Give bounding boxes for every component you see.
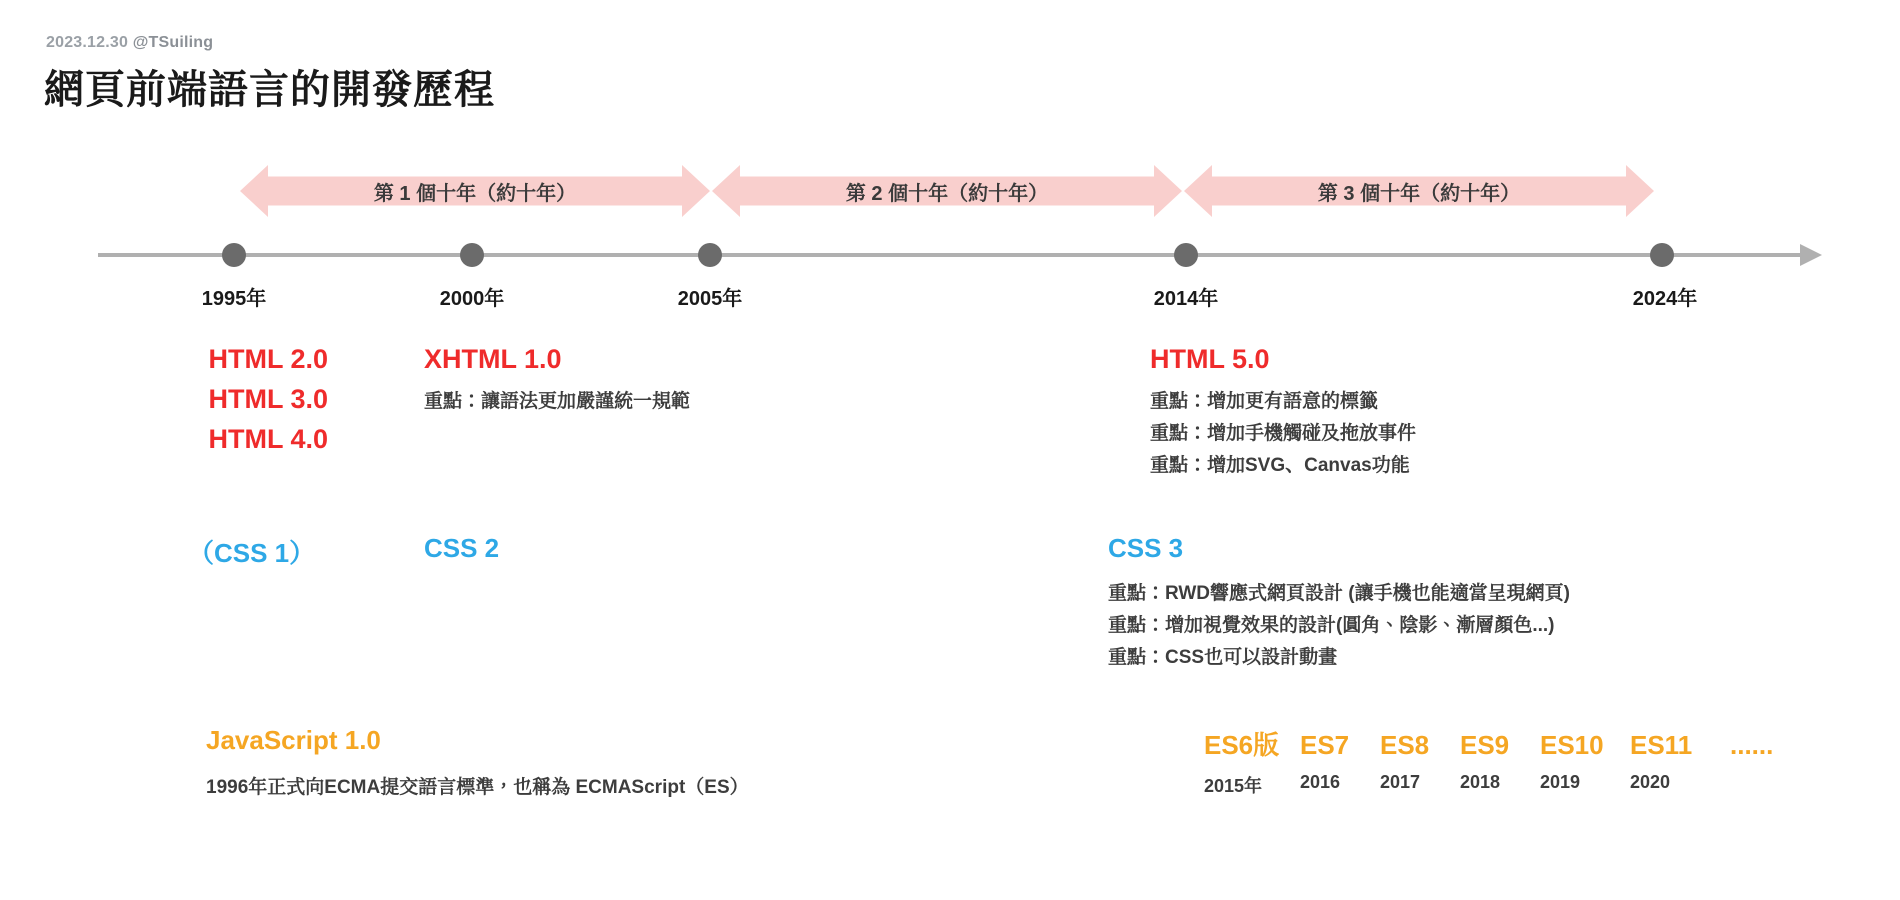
es-version-label: ES11 (1630, 730, 1693, 760)
timeline-year-label: 2000年 (439, 288, 505, 310)
es-year-label: 2020 (1630, 772, 1671, 792)
es-version-label: ...... (1730, 730, 1774, 760)
es-versions-row (1204, 725, 1773, 762)
meta-line (46, 34, 213, 52)
css3-note-item: 重點：增加視覺效果的設計(圓角、陰影、漸層顏色...) (1108, 614, 1555, 636)
css2-title: CSS 2 (424, 533, 500, 563)
css3-notes (1108, 578, 1570, 674)
page-title: 網頁前端語言的開發歷程 (44, 68, 495, 112)
html-version-label: HTML 3.0 (208, 383, 328, 414)
timeline-year-label: 2014年 (1153, 288, 1219, 310)
xhtml-note: 重點：讓語法更加嚴謹統一規範 (424, 391, 691, 412)
xhtml-title: XHTML 1.0 (424, 344, 562, 374)
timeline-arrow-icon (1800, 244, 1822, 266)
timeline-dot (460, 243, 484, 267)
es-version-label: ES10 (1540, 730, 1604, 760)
javascript-note: 1996年正式向ECMA提交語言標準，也稱為 ECMAScript（ES） (206, 777, 749, 798)
html5-title: HTML 5.0 (1150, 344, 1270, 374)
decade-label: 第 1 個十年（約十年） (373, 182, 577, 205)
css3-note-item: 重點：CSS也可以設計動畫 (1108, 646, 1338, 668)
decade-label: 第 3 個十年（約十年） (1317, 182, 1521, 205)
es-version-label: ES7 (1300, 730, 1350, 760)
timeline-dot (222, 243, 246, 267)
javascript-title: JavaScript 1.0 (206, 725, 381, 755)
timeline-year-label: 1995年 (201, 288, 267, 310)
css3-title: CSS 3 (1108, 533, 1184, 563)
timeline-dot (1174, 243, 1198, 267)
timeline-dot (698, 243, 722, 267)
css3-note-item: 重點：RWD響應式網頁設計 (讓手機也能適當呈現網頁) (1108, 583, 1570, 604)
es-version-label: ES9 (1460, 730, 1510, 760)
es-year-label: 2015年 (1204, 776, 1263, 796)
es-year-label: 2016 (1300, 772, 1341, 792)
timeline-axis (98, 253, 1810, 257)
decade-bar-2 (712, 165, 1182, 217)
es-version-label: ES6版 (1204, 730, 1280, 760)
timeline-dot (1650, 243, 1674, 267)
meta-date: 2023.12.30 (46, 34, 129, 51)
timeline-year-label: 2024年 (1632, 288, 1698, 310)
html-version-label: HTML 4.0 (208, 423, 328, 454)
html5-note-item: 重點：增加更有語意的標籤 (1150, 391, 1379, 412)
html-early-versions (0, 340, 328, 460)
css1-title: （CSS 1） (188, 538, 316, 568)
es-years-row (1204, 772, 1730, 798)
meta-handle: @TSuiling (132, 34, 214, 51)
es-year-label: 2017 (1380, 772, 1421, 792)
html5-notes (1150, 386, 1416, 482)
html5-note-item: 重點：增加SVG、Canvas功能 (1150, 454, 1410, 476)
timeline-year-label: 2005年 (677, 288, 743, 310)
decade-bar-1 (240, 165, 710, 217)
es-year-label: 2018 (1460, 772, 1501, 792)
html-version-label: HTML 2.0 (208, 344, 328, 374)
es-version-label: ES8 (1380, 730, 1430, 760)
decade-bar-3 (1184, 165, 1654, 217)
html5-note-item: 重點：增加手機觸碰及拖放事件 (1150, 422, 1417, 444)
es-year-label: 2019 (1540, 772, 1581, 792)
decade-label: 第 2 個十年（約十年） (845, 182, 1049, 205)
